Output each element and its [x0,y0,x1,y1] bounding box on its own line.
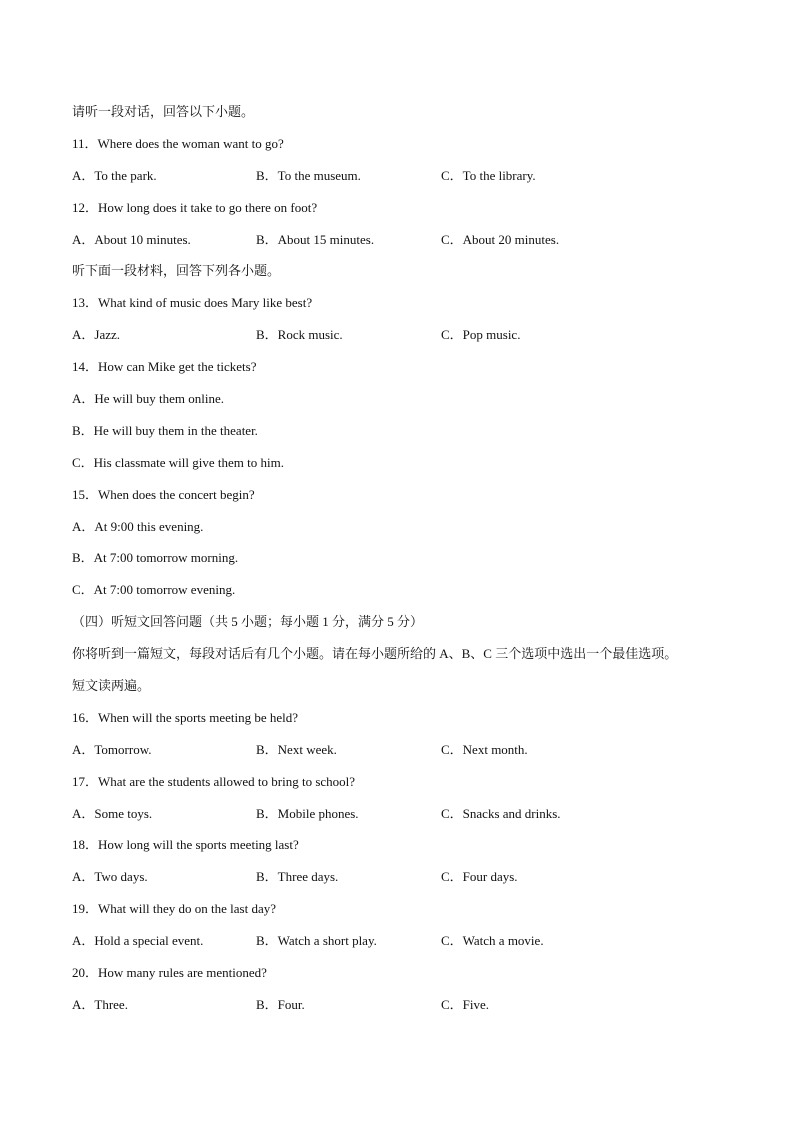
section-4-heading: （四）听短文回答问题（共 5 小题；每小题 1 分，满分 5 分） [72,614,424,630]
option-a[interactable]: A．Hold a special event. [72,933,204,949]
option-b[interactable]: B．At 7:00 tomorrow morning. [72,550,239,566]
option-c[interactable]: C．Pop music. [441,327,521,343]
question-13-options [72,324,762,356]
option-c[interactable]: C．Four days. [441,869,518,885]
question-11-options [72,165,762,197]
option-b[interactable]: B．Next week. [256,741,337,757]
option-c[interactable]: C．Snacks and drinks. [441,805,561,821]
option-a[interactable]: A．Some toys. [72,805,153,821]
listening-section [72,101,762,1026]
question-15-stem: 15．When does the concert begin? [72,486,255,502]
option-a[interactable]: A．Two days. [72,869,148,885]
section-4-instruction: 你将听到一篇短文，每段对话后有几个小题。请在每小题所给的 A、B、C 三个选项中选出一个最佳选项。 [72,646,678,662]
option-a[interactable]: A．To the park. [72,167,157,183]
option-c[interactable]: C．His classmate will give them to him. [72,454,284,470]
option-a[interactable]: A．At 9:00 this evening. [72,518,204,534]
question-11-stem: 11．Where does the woman want to go? [72,135,284,151]
question-18-stem: 18．How long will the sports meeting last? [72,837,299,853]
option-b[interactable]: B．He will buy them in the theater. [72,422,258,438]
question-12-options [72,229,762,261]
material-intro: 听下面一段材料，回答下列各小题。 [72,263,281,279]
option-a[interactable]: A．He will buy them online. [72,391,225,407]
option-b[interactable]: B．Four. [256,996,305,1012]
option-b[interactable]: B．Rock music. [256,327,343,343]
option-c[interactable]: C．Five. [441,996,490,1012]
option-a[interactable]: A．Tomorrow. [72,741,152,757]
option-b[interactable]: B．Three days. [256,869,339,885]
option-c[interactable]: C．At 7:00 tomorrow evening. [72,582,236,598]
question-17-stem: 17．What are the students allowed to bring to school? [72,773,356,789]
question-16-stem: 16．When will the sports meeting be held? [72,709,299,725]
option-b[interactable]: B．Mobile phones. [256,805,359,821]
option-b[interactable]: B．To the museum. [256,167,361,183]
option-c[interactable]: C．To the library. [441,167,536,183]
section-4-instruction-cont: 短文读两遍。 [72,678,151,694]
question-14-stem: 14．How can Mike get the tickets? [72,359,257,375]
option-b[interactable]: B．About 15 minutes. [256,231,375,247]
option-c[interactable]: C．Next month. [441,741,528,757]
question-20-stem: 20．How many rules are mentioned? [72,965,267,981]
option-a[interactable]: A．Three. [72,996,128,1012]
option-b[interactable]: B．Watch a short play. [256,933,377,949]
option-c[interactable]: C．About 20 minutes. [441,231,560,247]
question-12-stem: 12．How long does it take to go there on foot? [72,199,318,215]
option-c[interactable]: C．Watch a movie. [441,933,544,949]
dialogue-intro: 请听一段对话，回答以下小题。 [72,104,255,119]
option-a[interactable]: A．About 10 minutes. [72,231,191,247]
question-19-options [72,930,762,962]
question-18-options [72,866,762,898]
question-19-stem: 19．What will they do on the last day? [72,901,276,917]
question-20-options [72,994,762,1026]
question-16-options [72,739,762,771]
option-a[interactable]: A．Jazz. [72,327,121,343]
question-13-stem: 13．What kind of music does Mary like best? [72,295,313,311]
question-17-options [72,803,762,835]
